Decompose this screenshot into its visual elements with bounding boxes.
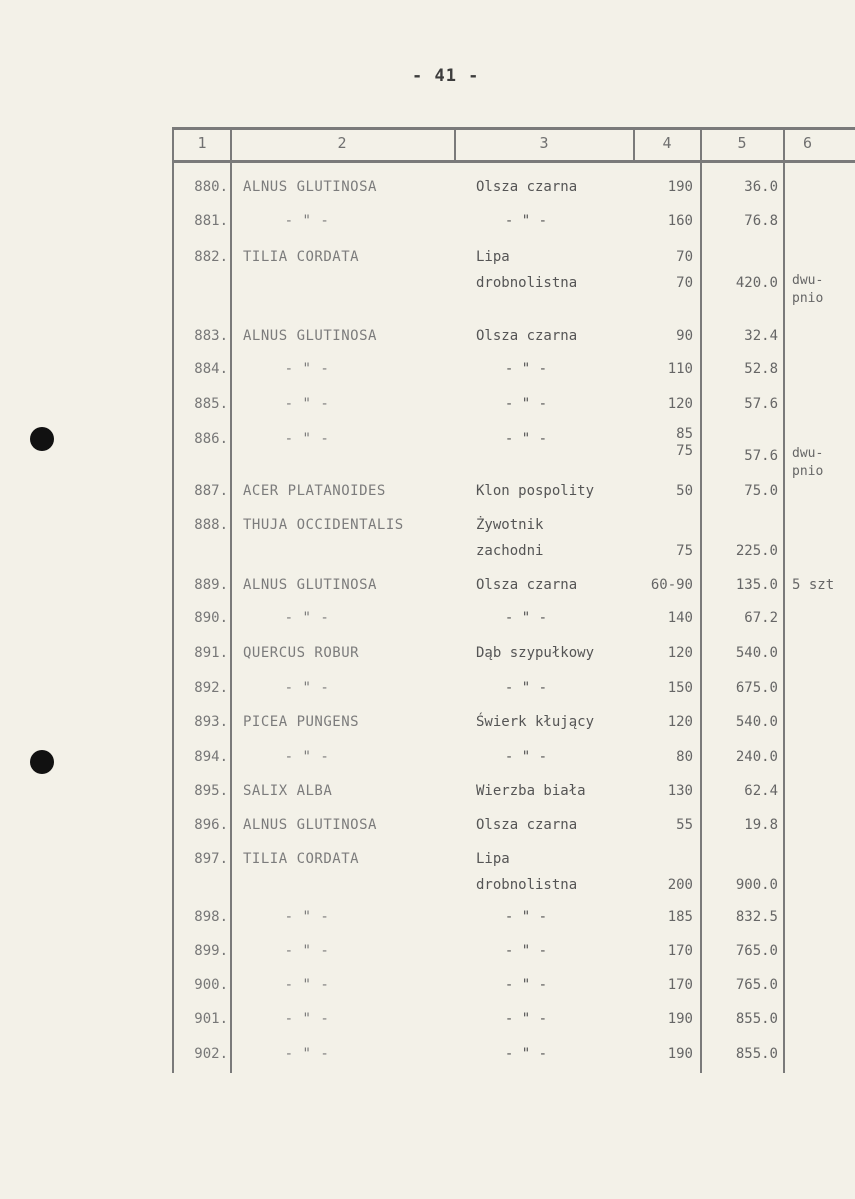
col4-value: 120 bbox=[667, 714, 693, 730]
latin-name: - " - bbox=[284, 1046, 330, 1062]
polish-name: - " - bbox=[504, 431, 548, 447]
polish-name: Klon pospolity bbox=[476, 483, 595, 499]
latin-name: - " - bbox=[284, 361, 330, 377]
col5-value: 420.0 bbox=[735, 275, 778, 291]
col4-value: 80 bbox=[676, 749, 693, 765]
col4-value: 60-90 bbox=[650, 577, 693, 593]
col4-value: 160 bbox=[667, 213, 693, 229]
col4-value: 130 bbox=[667, 783, 693, 799]
polish-name: - " - bbox=[504, 610, 548, 626]
col4-value: 170 bbox=[667, 943, 693, 959]
col5-value: 225.0 bbox=[735, 543, 778, 559]
col5-value: 62.4 bbox=[744, 783, 778, 799]
col5-value: 240.0 bbox=[735, 749, 778, 765]
row-number: 886. bbox=[194, 431, 228, 447]
row-number: 889. bbox=[194, 577, 228, 593]
polish-name: Olsza czarna bbox=[476, 817, 578, 833]
header-col-1: 1 bbox=[197, 134, 207, 152]
polish-name: Wierzba biała bbox=[476, 783, 586, 799]
latin-name: - " - bbox=[284, 909, 330, 925]
col4-value: 75 bbox=[676, 443, 693, 459]
remark: dwu- pnio bbox=[792, 273, 824, 306]
latin-name: TILIA CORDATA bbox=[243, 851, 360, 867]
col5-value: 57.6 bbox=[744, 448, 778, 464]
col4-value: 185 bbox=[667, 909, 693, 925]
punch-hole-bottom bbox=[30, 750, 54, 774]
col4-value: 70 bbox=[676, 275, 693, 291]
col4-value: 50 bbox=[676, 483, 693, 499]
header-col-3: 3 bbox=[539, 134, 549, 152]
row-number: 893. bbox=[194, 714, 228, 730]
latin-name: - " - bbox=[284, 943, 330, 959]
col4-value: 190 bbox=[667, 179, 693, 195]
polish-name: - " - bbox=[504, 977, 548, 993]
col5-value: 75.0 bbox=[744, 483, 778, 499]
col4-value: 190 bbox=[667, 1011, 693, 1027]
header-col-4: 4 bbox=[662, 134, 672, 152]
col5-value: 76.8 bbox=[744, 213, 778, 229]
latin-name: - " - bbox=[284, 1011, 330, 1027]
col4-value: 110 bbox=[667, 361, 693, 377]
col4-value: 55 bbox=[676, 817, 693, 833]
row-number: 897. bbox=[194, 851, 228, 867]
row-number: 900. bbox=[194, 977, 228, 993]
col5-value: 540.0 bbox=[735, 714, 778, 730]
row-number: 882. bbox=[194, 249, 228, 265]
latin-name: ALNUS GLUTINOSA bbox=[243, 577, 377, 593]
latin-name: PICEA PUNGENS bbox=[243, 714, 360, 730]
latin-name: - " - bbox=[284, 977, 330, 993]
polish-name: Lipa bbox=[476, 249, 510, 265]
page-number: - 41 - bbox=[412, 66, 480, 86]
latin-name: THUJA OCCIDENTALIS bbox=[243, 517, 404, 533]
col5-value: 67.2 bbox=[744, 610, 778, 626]
polish-name: Świerk kłujący bbox=[476, 714, 595, 730]
row-number: 890. bbox=[194, 610, 228, 626]
latin-name: SALIX ALBA bbox=[243, 783, 333, 799]
col4-value: 200 bbox=[667, 877, 693, 893]
latin-name: - " - bbox=[284, 396, 330, 412]
latin-name: ALNUS GLUTINOSA bbox=[243, 179, 377, 195]
row-number: 898. bbox=[194, 909, 228, 925]
remark: 5 szt bbox=[792, 577, 835, 593]
row-number: 902. bbox=[194, 1046, 228, 1062]
polish-name: - " - bbox=[504, 680, 548, 696]
polish-name: - " - bbox=[504, 943, 548, 959]
header-col-6: 6 bbox=[802, 134, 813, 152]
polish-name: Żywotnik bbox=[476, 517, 544, 533]
latin-name: ALNUS GLUTINOSA bbox=[243, 328, 377, 344]
polish-name: Olsza czarna bbox=[476, 179, 578, 195]
col5-value: 765.0 bbox=[735, 977, 778, 993]
polish-name: - " - bbox=[504, 396, 548, 412]
latin-name: QUERCUS ROBUR bbox=[243, 645, 360, 661]
row-number: 880. bbox=[194, 179, 228, 195]
column-divider bbox=[700, 127, 702, 1073]
remark: dwu- pnio bbox=[792, 446, 824, 479]
polish-name: - " - bbox=[504, 749, 548, 765]
header-col-2: 2 bbox=[337, 134, 347, 152]
punch-hole-top bbox=[30, 427, 54, 451]
col5-value: 52.8 bbox=[744, 361, 778, 377]
polish-name: - " - bbox=[504, 1046, 548, 1062]
col5-value: 540.0 bbox=[735, 645, 778, 661]
polish-name: Dąb szypułkowy bbox=[476, 645, 595, 661]
row-number: 894. bbox=[194, 749, 228, 765]
row-number: 891. bbox=[194, 645, 228, 661]
latin-name: - " - bbox=[284, 213, 330, 229]
polish-name: Olsza czarna bbox=[476, 577, 578, 593]
row-number: 896. bbox=[194, 817, 228, 833]
row-number: 888. bbox=[194, 517, 228, 533]
col5-value: 832.5 bbox=[735, 909, 778, 925]
row-number: 885. bbox=[194, 396, 228, 412]
table-header-rule bbox=[172, 160, 855, 163]
col4-value: 90 bbox=[676, 328, 693, 344]
table-top-rule bbox=[172, 127, 855, 130]
polish-name: - " - bbox=[504, 213, 548, 229]
col4-value: 120 bbox=[667, 396, 693, 412]
latin-name: - " - bbox=[284, 610, 330, 626]
row-number: 901. bbox=[194, 1011, 228, 1027]
col4-value: 120 bbox=[667, 645, 693, 661]
col5-value: 675.0 bbox=[735, 680, 778, 696]
col5-value: 135.0 bbox=[735, 577, 778, 593]
polish-name: drobnolistna bbox=[476, 275, 578, 291]
col4-value: 140 bbox=[667, 610, 693, 626]
row-number: 899. bbox=[194, 943, 228, 959]
col5-value: 900.0 bbox=[735, 877, 778, 893]
row-number: 887. bbox=[194, 483, 228, 499]
polish-name: - " - bbox=[504, 1011, 548, 1027]
polish-name: Lipa bbox=[476, 851, 510, 867]
col5-value: 765.0 bbox=[735, 943, 778, 959]
col4-value: 190 bbox=[667, 1046, 693, 1062]
header-col-5: 5 bbox=[737, 134, 747, 152]
col5-value: 36.0 bbox=[744, 179, 778, 195]
latin-name: - " - bbox=[284, 680, 330, 696]
row-number: 884. bbox=[194, 361, 228, 377]
polish-name: - " - bbox=[504, 909, 548, 925]
col5-value: 32.4 bbox=[744, 328, 778, 344]
row-number: 895. bbox=[194, 783, 228, 799]
latin-name: ACER PLATANOIDES bbox=[243, 483, 386, 499]
column-divider bbox=[783, 127, 785, 1073]
column-divider bbox=[230, 127, 232, 1073]
col4-value: 70 bbox=[676, 249, 693, 265]
latin-name: - " - bbox=[284, 431, 330, 447]
latin-name: - " - bbox=[284, 749, 330, 765]
col4-value: 75 bbox=[676, 543, 693, 559]
polish-name: drobnolistna bbox=[476, 877, 578, 893]
polish-name: Olsza czarna bbox=[476, 328, 578, 344]
col4-value: 150 bbox=[667, 680, 693, 696]
col4-value: 85 bbox=[676, 426, 693, 442]
col5-value: 855.0 bbox=[735, 1046, 778, 1062]
col5-value: 57.6 bbox=[744, 396, 778, 412]
col5-value: 855.0 bbox=[735, 1011, 778, 1027]
row-number: 883. bbox=[194, 328, 228, 344]
col5-value: 19.8 bbox=[744, 817, 778, 833]
column-divider bbox=[172, 127, 174, 1073]
polish-name: - " - bbox=[504, 361, 548, 377]
col4-value: 170 bbox=[667, 977, 693, 993]
polish-name: zachodni bbox=[476, 543, 544, 559]
row-number: 881. bbox=[194, 213, 228, 229]
latin-name: TILIA CORDATA bbox=[243, 249, 360, 265]
row-number: 892. bbox=[194, 680, 228, 696]
latin-name: ALNUS GLUTINOSA bbox=[243, 817, 377, 833]
